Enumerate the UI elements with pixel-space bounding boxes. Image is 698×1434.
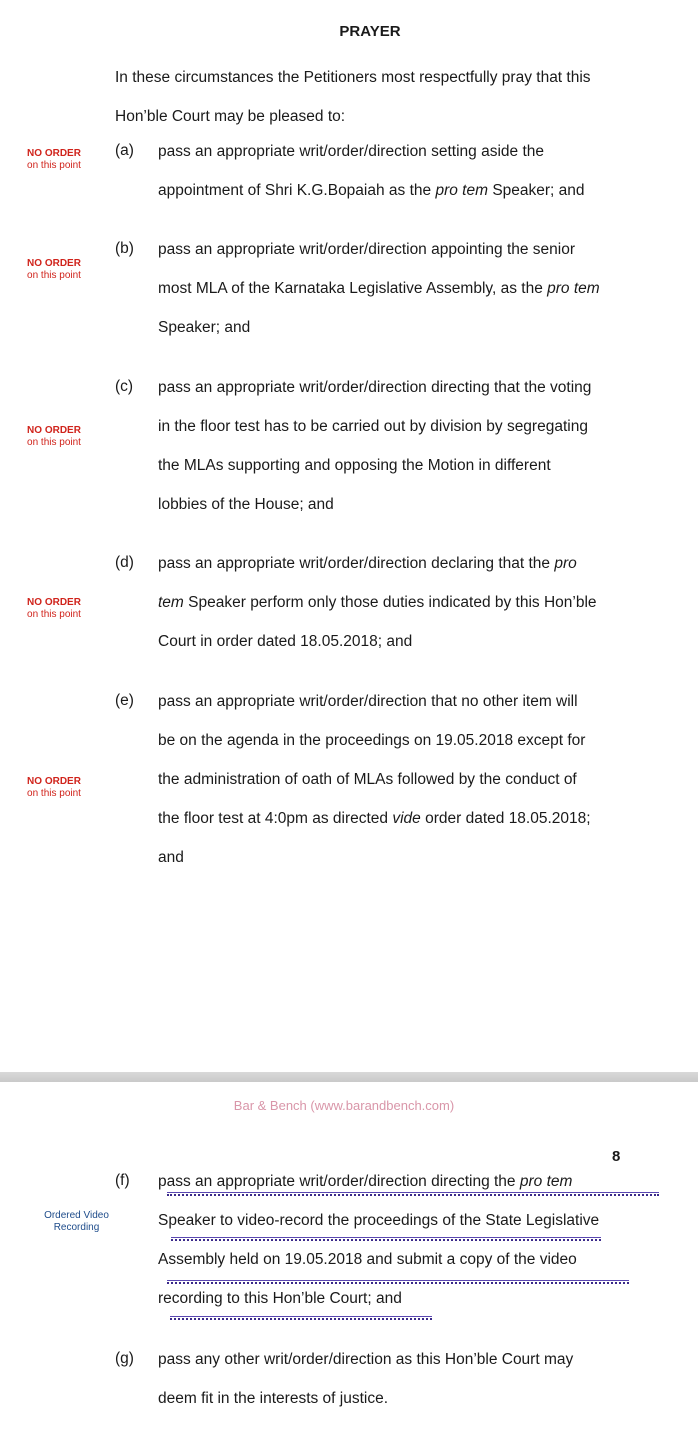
annotation-line: Recording — [53, 1222, 100, 1233]
item-text-d — [158, 544, 628, 661]
annotation-line: NO ORDER — [27, 148, 81, 159]
annotation-line: NO ORDER — [27, 776, 81, 787]
highlight-underline — [171, 1236, 601, 1241]
item-line: be on the agenda in the proceedings on 19.05.2018 except for — [158, 732, 586, 749]
highlight-underline — [167, 1279, 629, 1284]
item-label-f: (f) — [115, 1172, 130, 1189]
item-label-a: (a) — [115, 142, 134, 159]
previous-text-fragment — [145, 0, 205, 2]
item-line: Court in order dated 18.05.2018; and — [158, 633, 413, 650]
item-line: pass any other writ/order/direction as this Hon’ble Court may — [158, 1351, 574, 1368]
item-text-g — [158, 1340, 628, 1418]
highlight-underline — [170, 1315, 432, 1320]
item-line: pass an appropriate writ/order/direction appointing the senior — [158, 241, 576, 258]
page-number: 8 — [612, 1148, 621, 1165]
annotation-no-order-a — [14, 148, 94, 172]
item-line: pass an appropriate writ/order/direction directing the pro tem — [158, 1173, 573, 1190]
item-line: the administration of oath of MLAs followed by the conduct of — [158, 771, 577, 788]
item-text-e — [158, 682, 628, 877]
item-line: pass an appropriate writ/order/direction declaring that the pro — [158, 555, 577, 572]
item-line: tem Speaker perform only those duties indicated by this Hon’ble — [158, 594, 597, 611]
annotation-no-order-b — [14, 258, 94, 282]
item-label-c: (c) — [115, 378, 134, 395]
annotation-line: on this point — [27, 609, 81, 620]
item-line: Speaker to video-record the proceedings of the State Legislative — [158, 1212, 600, 1229]
annotation-line: on this point — [27, 270, 81, 281]
item-line: in the floor test has to be carried out by division by segregating — [158, 418, 588, 435]
annotation-no-order-c — [14, 425, 94, 449]
item-line: most MLA of the Karnataka Legislative Assembly, as the pro tem — [158, 280, 600, 297]
item-text-b — [158, 230, 628, 347]
annotation-no-order-d — [14, 597, 94, 621]
item-line: appointment of Shri K.G.Bopaiah as the pro tem Speaker; and — [158, 182, 585, 199]
annotation-line: NO ORDER — [27, 425, 81, 436]
annotation-line: on this point — [27, 437, 81, 448]
item-label-d: (d) — [115, 554, 134, 571]
item-line: pass an appropriate writ/order/direction directing that the voting — [158, 379, 592, 396]
annotation-no-order-e — [14, 776, 94, 800]
item-text-a — [158, 132, 628, 210]
item-label-e: (e) — [115, 692, 134, 709]
item-line: Assembly held on 19.05.2018 and submit a copy of the video — [158, 1251, 577, 1268]
page-separator — [0, 1072, 698, 1082]
item-line: pass an appropriate writ/order/direction that no other item will — [158, 693, 578, 710]
annotation-line: on this point — [27, 160, 81, 171]
section-title: PRAYER — [339, 23, 401, 40]
intro-paragraph: In these circumstances the Petitioners most respectfully pray that this Hon’ble Court may be pleased to: — [115, 69, 591, 125]
item-label-g: (g) — [115, 1350, 134, 1367]
item-line: and — [158, 849, 184, 866]
annotation-line: NO ORDER — [27, 258, 81, 269]
annotation-line: NO ORDER — [27, 597, 81, 608]
watermark: Bar & Bench (www.barandbench.com) — [233, 1098, 455, 1113]
annotation-line: on this point — [27, 788, 81, 799]
item-line: the MLAs supporting and opposing the Motion in different — [158, 457, 551, 474]
annotation-line: Ordered Video — [44, 1210, 109, 1221]
item-line: deem fit in the interests of justice. — [158, 1390, 389, 1407]
item-line: lobbies of the House; and — [158, 496, 334, 513]
item-text-c — [158, 368, 628, 524]
item-line: the floor test at 4:0pm as directed vide order dated 18.05.2018; — [158, 810, 591, 827]
item-line: Speaker; and — [158, 319, 251, 336]
item-line: pass an appropriate writ/order/direction setting aside the — [158, 143, 544, 160]
item-line: recording to this Hon’ble Court; and — [158, 1290, 402, 1307]
highlight-underline — [167, 1191, 659, 1196]
item-label-b: (b) — [115, 240, 134, 257]
annotation-ordered-video-recording — [24, 1210, 129, 1234]
